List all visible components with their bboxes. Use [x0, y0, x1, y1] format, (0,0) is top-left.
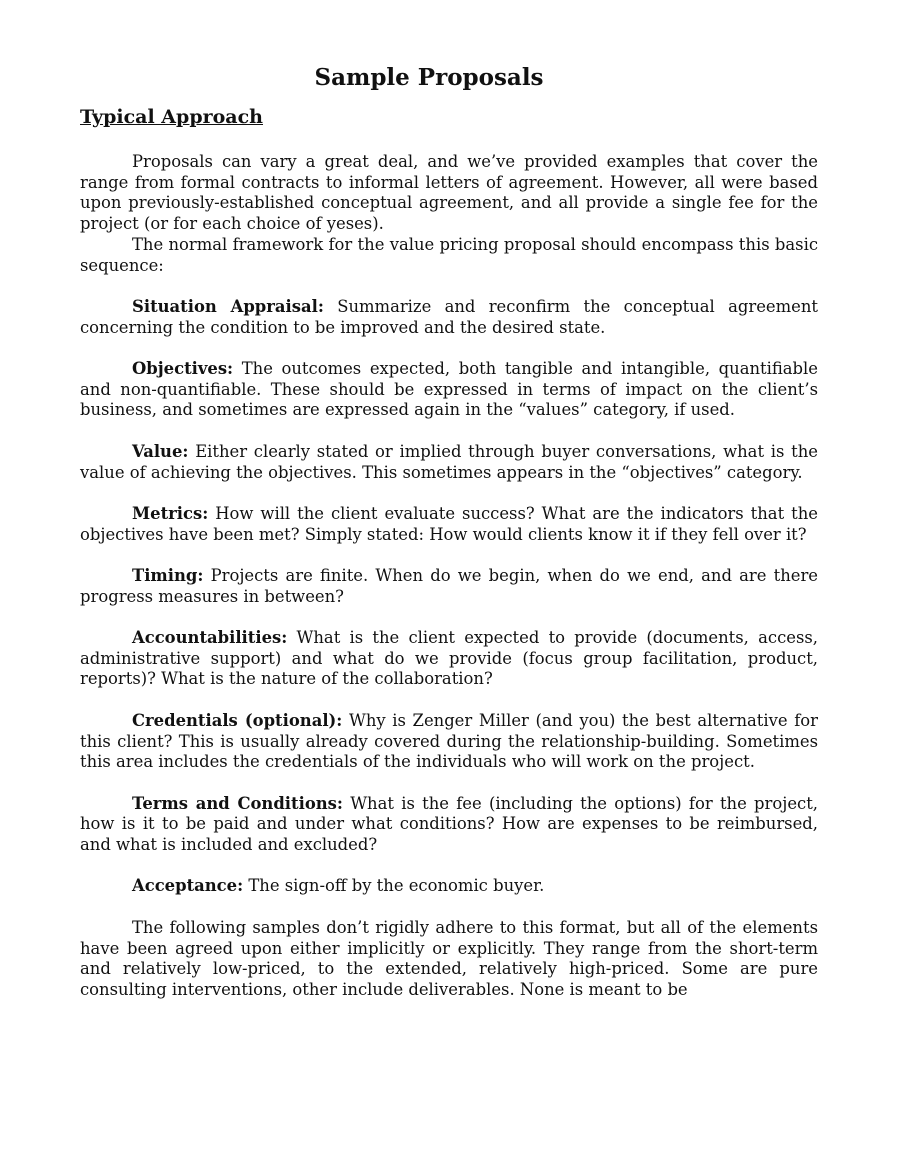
sequence-description: What is the client expected to provide (documents, access, administrative support) and what do we provide (focus group facilitation, product, reports)? What is the nature of the collaboration?	[80, 628, 818, 689]
sequence-description: Summarize and reconfirm the conceptual agreement concerning the condition to be improved and the desired state.	[80, 296, 818, 337]
sequence-description: Projects are finite. When do we begin, when do we end, and are there progress measures in between?	[80, 565, 818, 606]
sequence-term: Accountabilities:	[132, 628, 288, 648]
sequence-item	[80, 297, 818, 338]
intro-paragraph-2: The normal framework for the value pricing proposal should encompass this basic sequence:	[80, 234, 818, 275]
paragraph-spacer	[80, 276, 818, 297]
closing-paragraph: The following samples don’t rigidly adhere to this format, but all of the elements have been agreed upon either implicitly or explicitly. They range from the short-term and relatively low-priced, to the extended, relatively high-priced. Some are pure consulting interventions, other include deliverables. None is meant to be	[80, 917, 818, 999]
paragraph-spacer	[80, 690, 818, 711]
paragraph-spacer	[80, 607, 818, 628]
paragraph-spacer	[80, 545, 818, 566]
sequence-item	[80, 794, 818, 856]
sequence-term: Value:	[132, 441, 189, 461]
sequence-description: How will the client evaluate success? What are the indicators that the objectives have been met? Simply stated: How would clients know it if they fell over it?	[80, 503, 818, 544]
sequence-item	[80, 876, 818, 897]
paragraph-spacer	[80, 338, 818, 359]
sequence-description: Either clearly stated or implied through buyer conversations, what is the value of achieving the objectives. This sometimes appears in the “objectives” category.	[80, 441, 818, 482]
paragraph-spacer	[80, 421, 818, 442]
document-body	[80, 152, 818, 1001]
sequence-description: The outcomes expected, both tangible and intangible, quantifiable and non-quantifiable. These should be expressed in terms of impact on the client’s business, and sometimes are expressed again in the “values” category, if used.	[80, 359, 818, 420]
sequence-item	[80, 359, 818, 421]
sequence-item	[80, 566, 818, 607]
paragraph-spacer	[80, 897, 818, 918]
sequence-description: What is the fee (including the options) for the project, how is it to be paid and under what conditions? How are expenses to be reimbursed, and what is included and excluded?	[80, 793, 818, 855]
sequence-description: The sign-off by the economic buyer.	[243, 876, 545, 896]
paragraph-spacer	[80, 483, 818, 504]
sequence-term: Credentials (optional):	[132, 710, 343, 730]
sequence-description: Why is Zenger Miller (and you) the best alternative for this client? This is usually already covered during the relationship-building. Sometimes this area includes the credentials of the individuals who will work on the project.	[80, 710, 818, 772]
sequence-term: Metrics:	[132, 503, 209, 523]
sequence-item	[80, 628, 818, 690]
page-title: Sample Proposals	[314, 64, 544, 91]
paragraph-spacer	[80, 856, 818, 877]
sequence-term: Situation Appraisal:	[132, 296, 324, 316]
section-heading: Typical Approach	[80, 106, 263, 128]
sequence-item	[80, 442, 818, 483]
sequence-item	[80, 711, 818, 773]
intro-paragraph-1: Proposals can vary a great deal, and we’ve provided examples that cover the range from formal contracts to informal letters of agreement. However, all were based upon previously-established conceptual agreement, and all provide a single fee for the project (or for each choice of yeses).	[80, 152, 818, 234]
sequence-term: Acceptance:	[132, 876, 244, 896]
sequence-item	[80, 504, 818, 545]
paragraph-spacer	[80, 773, 818, 794]
sequence-term: Objectives:	[132, 359, 234, 378]
sequence-term: Timing:	[132, 565, 204, 585]
sequence-term: Terms and Conditions:	[132, 793, 343, 813]
